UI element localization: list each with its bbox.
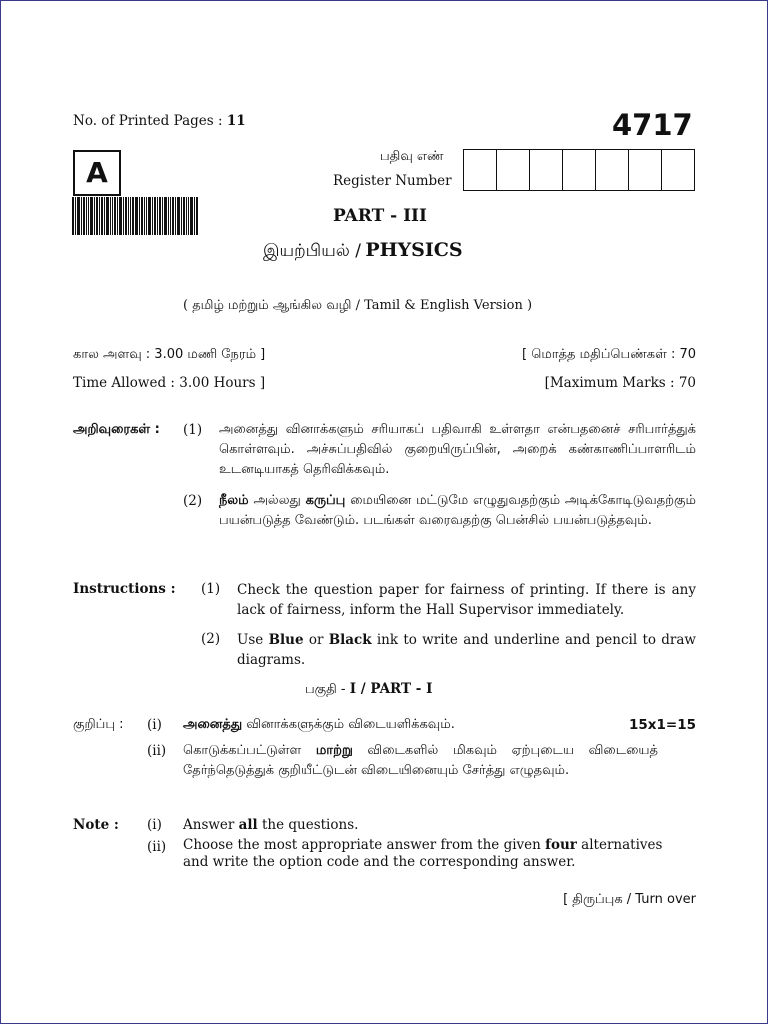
note-text: Choose the most appropriate answer from the given bbox=[183, 837, 546, 853]
black-tamil: கருப்பு bbox=[305, 493, 346, 508]
note-tamil-2 bbox=[183, 741, 658, 781]
register-number-boxes[interactable] bbox=[463, 149, 695, 191]
printed-pages-value: 11 bbox=[226, 113, 246, 129]
subject-tamil: இயற்பியல் / bbox=[263, 241, 362, 261]
note-tamil-label: குறிப்பு : bbox=[73, 717, 124, 732]
instruction-tamil-1: அனைத்து வினாக்களும் சரியாகப் பதிவாகி உள்ளதா என்பதனைச் சரிபார்த்துக் கொள்ளவும். அச்சுப்பதிவில் குறையிருப்பின், அறைக் கண்காணிப்பாளரிடம் உடனடியாகத் தெரிவிக்கவும். bbox=[219, 422, 696, 477]
barcode-icon bbox=[72, 197, 198, 235]
black-word: Black bbox=[328, 632, 372, 648]
note-tamil-1 bbox=[183, 717, 455, 733]
printed-pages-label: No. of Printed Pages : bbox=[73, 113, 223, 129]
note-label: Note : bbox=[73, 817, 119, 833]
register-label: Register Number bbox=[333, 173, 452, 189]
instruction-tamil-num-2: (2) bbox=[183, 493, 203, 509]
time-allowed: Time Allowed : 3.00 Hours ] bbox=[73, 375, 266, 391]
register-label-tamil: பதிவு எண் bbox=[380, 149, 444, 164]
note-2 bbox=[183, 837, 663, 871]
register-digit-box[interactable] bbox=[563, 150, 596, 190]
set-letter-box: A bbox=[73, 150, 121, 196]
blue-tamil: நீலம் bbox=[219, 493, 249, 508]
register-digit-box[interactable] bbox=[629, 150, 662, 190]
marks-scheme: 15x1=15 bbox=[629, 717, 696, 733]
note-tamil-num-1: (i) bbox=[147, 717, 162, 733]
instruction-num-2: (2) bbox=[201, 631, 221, 647]
register-digit-box[interactable] bbox=[497, 150, 530, 190]
register-digit-box[interactable] bbox=[662, 150, 694, 190]
note-text: Answer bbox=[183, 817, 239, 833]
instruction-tamil-num-1: (1) bbox=[183, 422, 203, 438]
subject-english: PHYSICS bbox=[365, 239, 463, 261]
alternative-tamil: மாற்று bbox=[315, 743, 353, 758]
all-tamil: அனைத்து bbox=[183, 717, 243, 732]
marks-tamil: [ மொத்த மதிப்பெண்கள் : 70 bbox=[522, 347, 696, 362]
instruction-1: Check the question paper for fairness of printing. If there is any lack of fairness, inform the Hall Supervisor immediately. bbox=[237, 582, 696, 618]
note-text: விடைகளில் மிகவும் ஏற்புடைய விடையைத் தேர்ந்தெடுத்துக் குறியீட்டுடன் விடையினையும் சேர்த்து எழுதவும். bbox=[183, 743, 658, 778]
instruction-num-1: (1) bbox=[201, 581, 221, 597]
note-tamil-num-2: (ii) bbox=[147, 743, 167, 759]
note-text: கொடுக்கப்பட்டுள்ள bbox=[183, 743, 316, 758]
register-digit-box[interactable] bbox=[530, 150, 563, 190]
instruction-tamil-2 bbox=[219, 491, 696, 531]
note-1 bbox=[183, 817, 358, 833]
part1-heading-tamil: பகுதி - bbox=[305, 682, 350, 697]
maximum-marks: [Maximum Marks : 70 bbox=[544, 375, 696, 391]
instructions-label: Instructions : bbox=[73, 581, 176, 597]
instruction-text: or bbox=[303, 632, 329, 648]
turn-over-text: [ திருப்புக / Turn over bbox=[563, 892, 696, 907]
four-word: four bbox=[545, 837, 577, 853]
instruction-text: Use bbox=[237, 632, 269, 648]
blue-word: Blue bbox=[268, 632, 304, 648]
version-line: ( தமிழ் மற்றும் ஆங்கில வழி / Tamil & English Version ) bbox=[183, 298, 533, 313]
instruction-text: அல்லது bbox=[248, 493, 306, 508]
note-text: the questions. bbox=[257, 817, 359, 833]
instruction-text: மையினை மட்டுமே எழுதுவதற்கும் அடிக்கோடிடுவதற்கும் பயன்படுத்த வேண்டும். படங்கள் வரைவதற்கு பென்சில் பயன்படுத்தவும். bbox=[219, 493, 696, 528]
part-title: PART - III bbox=[333, 206, 427, 226]
register-digit-box[interactable] bbox=[464, 150, 497, 190]
instruction-2 bbox=[237, 630, 696, 670]
printed-pages bbox=[73, 113, 246, 129]
register-digit-box[interactable] bbox=[596, 150, 629, 190]
turn-over bbox=[563, 891, 696, 908]
note-num-2: (ii) bbox=[147, 839, 167, 855]
note-num-1: (i) bbox=[147, 817, 162, 833]
note-text: வினாக்களுக்கும் விடையளிக்கவும். bbox=[242, 717, 455, 732]
part1-heading bbox=[305, 681, 432, 698]
instruction-text: ink to write and underline and pencil to draw diagrams. bbox=[237, 632, 696, 668]
paper-code: 4717 bbox=[612, 108, 693, 142]
note-text: alternatives and write the option code and the corresponding answer. bbox=[183, 837, 663, 870]
subject-title bbox=[263, 239, 463, 263]
part1-heading-english: I / PART - I bbox=[349, 681, 433, 697]
time-tamil: கால அளவு : 3.00 மணி நேரம் ] bbox=[73, 347, 266, 362]
all-word: all bbox=[238, 817, 258, 833]
instructions-tamil-label: அறிவுரைகள் : bbox=[73, 422, 160, 437]
